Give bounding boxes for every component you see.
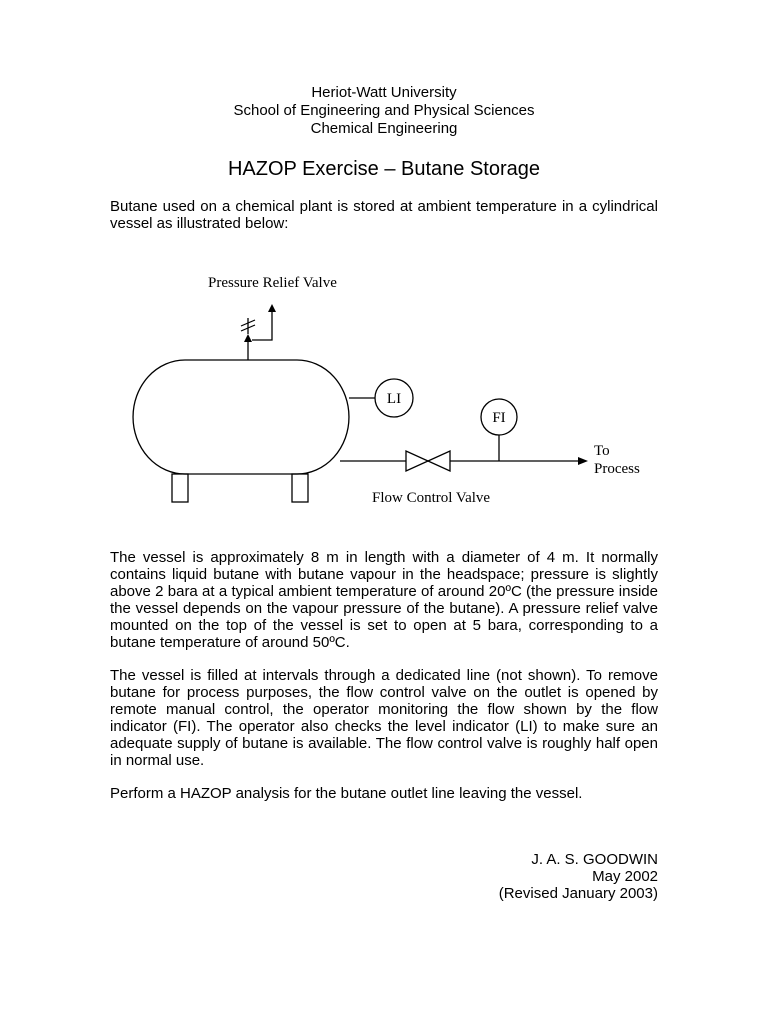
- operation-paragraph: The vessel is filled at intervals through a dedicated line (not shown). To remove butane for process purposes, the flow control valve on the outlet is opened by remote manual control, the operator monitoring the flow shown by the flow indicator (FI). The operator also checks the level indicator (LI) to make sure an adequate supply of butane is available. The flow control valve is roughly half open in normal use.: [110, 667, 658, 769]
- flow-indicator-label: FI: [492, 410, 506, 426]
- revision-date: (Revised January 2003): [498, 885, 658, 902]
- flow-control-valve-icon: [406, 451, 428, 471]
- department-name: Chemical Engineering: [310, 120, 458, 137]
- storage-vessel: [133, 360, 349, 474]
- intro-paragraph: Butane used on a chemical plant is stored at ambient temperature in a cylindrical vessel as illustrated below:: [110, 198, 658, 232]
- flow-control-valve-label: Flow Control Valve: [372, 490, 491, 506]
- relief-valve-icon: [244, 334, 252, 342]
- vessel-leg-left: [172, 474, 188, 502]
- vent-arrow-icon: [268, 304, 276, 312]
- vessel-leg-right: [292, 474, 308, 502]
- to-process-label-2: Process: [594, 461, 640, 477]
- task-paragraph: Perform a HAZOP analysis for the butane outlet line leaving the vessel.: [110, 785, 583, 802]
- relief-vent-pipe: [252, 312, 272, 340]
- university-name: Heriot-Watt University: [311, 84, 457, 101]
- school-name: School of Engineering and Physical Sciences: [233, 102, 535, 119]
- document-date: May 2002: [592, 868, 658, 885]
- vessel-description-paragraph: The vessel is approximately 8 m in length with a diameter of 4 m. It normally contains liquid butane with butane vapour in the headspace; pressure is slightly above 2 bara at a typical ambient temperature of around 20ºC (the pressure inside the vessel depends on the vapour pressure of the butane). A pressure relief valve mounted on the top of the vessel is set to open at 5 bara, corresponding to a butane temperature of around 50ºC.: [110, 549, 658, 651]
- to-process-label-1: To: [594, 443, 610, 459]
- page-title: HAZOP Exercise – Butane Storage: [227, 158, 540, 180]
- level-indicator-label: LI: [386, 391, 402, 407]
- relief-valve-label: Pressure Relief Valve: [208, 275, 337, 291]
- outlet-arrow-icon: [578, 457, 588, 465]
- author-name: J. A. S. GOODWIN: [531, 851, 658, 868]
